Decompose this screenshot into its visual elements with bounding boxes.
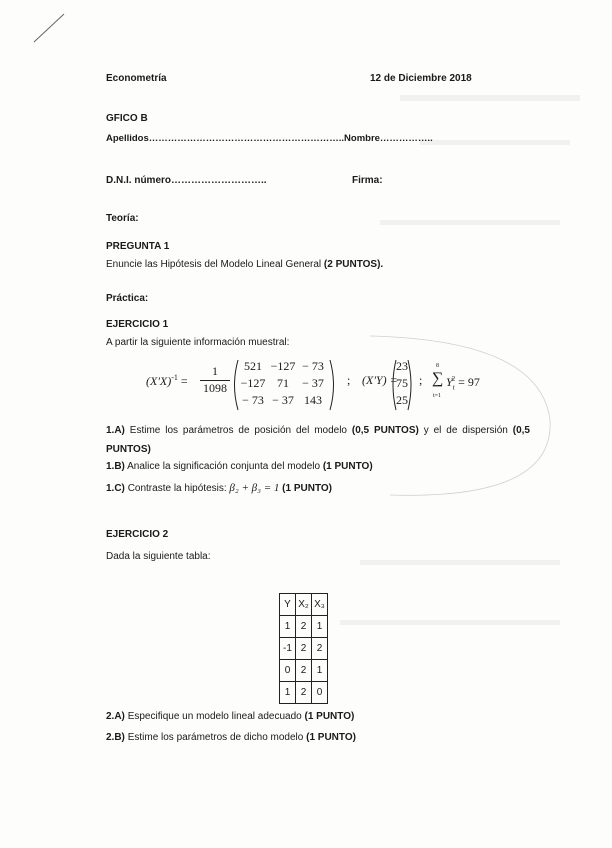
- matrix-cell: −127: [270, 359, 296, 373]
- sum-symbol: ∑: [432, 370, 444, 387]
- matrix-cell: − 37: [272, 393, 294, 407]
- semicolon-2: ;: [419, 373, 423, 387]
- matrix-cell: − 73: [242, 393, 264, 407]
- sum-value: = 97: [458, 375, 480, 389]
- table-cell: 1: [280, 616, 296, 638]
- fraction: 1 1098: [200, 364, 230, 396]
- item-2a: 2.A) Especifique un modelo lineal adecuado (1 PUNTO): [106, 711, 355, 722]
- hypothesis-formula: β₂ + β₃ = 1: [229, 482, 280, 494]
- table-header-cell: X₂: [296, 594, 312, 616]
- exercise2-title: EJERCICIO 2: [106, 529, 169, 540]
- xx-inverse-label: $(X'X)^{-1}$ =: [146, 373, 188, 388]
- matrix-row: [238, 393, 330, 410]
- table-header-cell: X₃: [312, 594, 328, 616]
- matrix-cell: −127: [240, 376, 266, 390]
- vector-cell: 75: [396, 376, 408, 390]
- data-table: [279, 593, 328, 704]
- item-2b: 2.B) Estime los parámetros de dicho modelo (1 PUNTO): [106, 732, 356, 743]
- table-cell: 2: [296, 638, 312, 660]
- table-cell: 1: [312, 660, 328, 682]
- matrix-cell: 143: [304, 393, 322, 407]
- vector-cell: 23: [396, 359, 408, 373]
- table-cell: 2: [296, 682, 312, 704]
- table-cell: 2: [296, 616, 312, 638]
- table-row: [280, 660, 328, 682]
- vector-cell: 25: [396, 393, 408, 407]
- theory-heading: Teoría:: [106, 213, 139, 224]
- item-1a: 1.A) Estime los parámetros de posición del modelo (0,5 PUNTOS) y el de dispersión (0,5 PUNTOS): [106, 425, 530, 455]
- exercise1-title: EJERCICIO 1: [106, 319, 169, 330]
- table-cell: 2: [296, 660, 312, 682]
- sum-term: $Y_t^2 = 97$: [446, 375, 480, 392]
- question1-points: (2 PUNTOS).: [323, 259, 384, 270]
- pen-stroke-mark: [30, 10, 70, 46]
- table-cell: 0: [312, 682, 328, 704]
- matrix-cell: 71: [277, 376, 289, 390]
- course-title: Econometría: [106, 73, 167, 84]
- table-cell: 0: [280, 660, 296, 682]
- table-cell: 1: [312, 616, 328, 638]
- exercise2-intro: Dada la siguiente tabla:: [106, 551, 211, 562]
- xy-label: (X'Y) =: [362, 373, 398, 387]
- question1-text: Enuncie las Hipótesis del Modelo Lineal General (2 PUNTOS).: [106, 259, 384, 270]
- matrix-cell: 521: [244, 359, 262, 373]
- item-1b: 1.B) Analice la significación conjunta del modelo (1 PUNTO): [106, 461, 373, 472]
- table-cell: 2: [312, 638, 328, 660]
- xy-vector: [394, 359, 410, 410]
- matrix-row: [238, 359, 330, 376]
- table-row: [280, 682, 328, 704]
- table-header-row: [280, 594, 328, 616]
- item-1c: 1.C) Contraste la hipótesis: β₂ + β₃ = 1 (1 PUNTO): [106, 482, 332, 494]
- exercise1-intro: A partir la siguiente información muestral:: [106, 337, 290, 348]
- table-cell: 1: [280, 682, 296, 704]
- group-label: GFICO B: [106, 113, 148, 124]
- matrix-row: [238, 376, 330, 393]
- sum-lower: t=1: [433, 393, 442, 399]
- matrix-cell: − 73: [302, 359, 324, 373]
- question1-title: PREGUNTA 1: [106, 241, 170, 252]
- xx-inverse-matrix: [238, 359, 330, 410]
- exam-date: 12 de Diciembre 2018: [370, 73, 472, 84]
- table-cell: -1: [280, 638, 296, 660]
- table-row: [280, 638, 328, 660]
- pencil-arc-mark: [330, 330, 560, 510]
- dni-field: D.N.I. número………………………..: [106, 175, 267, 186]
- matrix-cell: − 37: [302, 376, 324, 390]
- semicolon-1: ;: [347, 373, 351, 387]
- table-header-cell: Y: [280, 594, 296, 616]
- firma-field: Firma:: [352, 175, 383, 186]
- table-row: [280, 616, 328, 638]
- apellidos-nombre-field: Apellidos……………………………………………………..Nombre……………..: [106, 133, 433, 144]
- practice-heading: Práctica:: [106, 293, 149, 304]
- sum-upper: 8: [436, 363, 439, 369]
